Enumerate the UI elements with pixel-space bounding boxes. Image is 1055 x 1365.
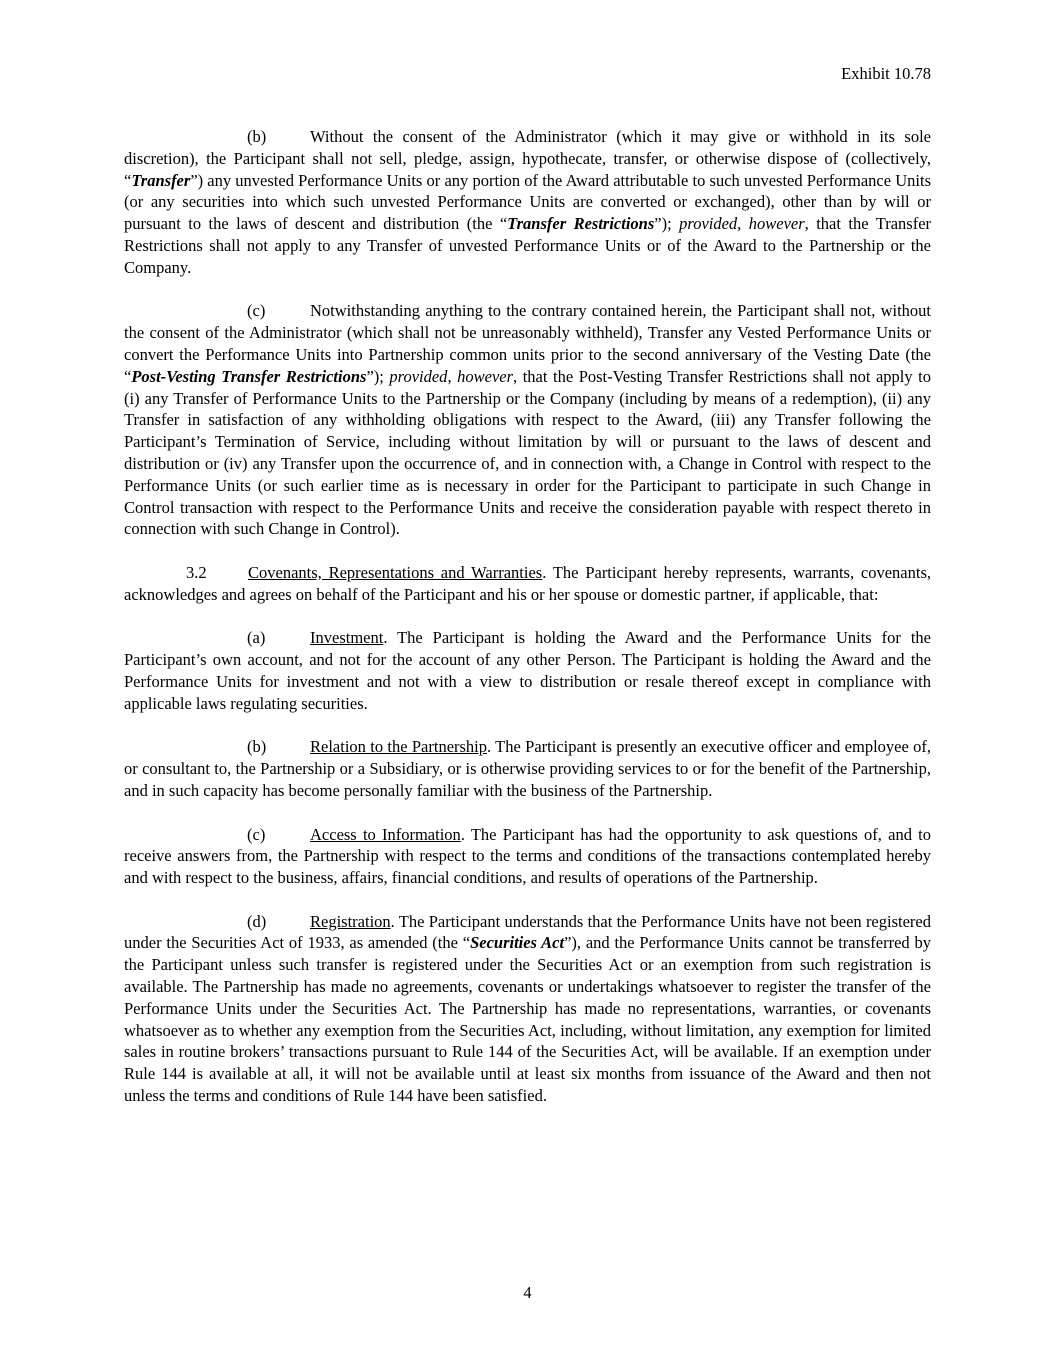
defined-term: Securities Act [470, 933, 565, 953]
paragraph-text: . The Participant is holding the Award and the Performance Units for the Participant’s own account, and not for the account of any other Person. The Participant is holding the Award and the Performance Units for investment and not with a view to distribution or resale thereof except in compliance with applicable laws regulating securities. [124, 628, 931, 713]
paragraph-heading: Registration [310, 911, 391, 931]
defined-term: Transfer [131, 170, 191, 190]
paragraph-label: (c) [247, 824, 266, 844]
paragraph-text: ”); [654, 214, 680, 234]
paragraph-text: . The Participant is presently an executive officer and employee of, or consultant to, the Partnership or a Subsidiary, or is otherwise providing services to or for the benefit of the Partnership, and in such capacity has become personally familiar with the business of the Partnership. [124, 737, 931, 800]
paragraph-heading: Access to Information [310, 824, 461, 844]
paragraph-heading: Relation to the Partnership [310, 737, 488, 757]
paragraph-text: ”) any unvested Performance Units or any portion of the Award attributable to such unvested Performance Units (or any securities into which such unvested Performance Units are converted or exchanged), other than by will or pursuant to the laws of descent and distribution (the “ [124, 170, 931, 234]
paragraph-text: Notwithstanding anything to the contrary contained herein, the Participant shall not, without the consent of the Administrator (which shall not be unreasonably withheld), Transfer any Vested Performance Units or convert the Performance Units into Partnership common units prior to the second anniversary of the Vesting Date (the “ [124, 301, 931, 386]
paragraph-label: (a) [247, 628, 266, 648]
paragraph-c-post-vesting [124, 300, 931, 540]
document-body [124, 126, 931, 1129]
paragraph-text: , that the Post-Vesting Transfer Restrictions shall not apply to (i) any Transfer of Performance Units to the Partnership or the Company (including by means of a redemption), (ii) any Transfer in satisfaction of any withholding obligations with respect to the Award, (iii) any Transfer following the Participant’s Termination of Service, including without limitation by will or pursuant to the laws of descent and distribution or (iv) any Transfer upon the occurrence of, and in connection with, a Change in Control with respect to the Performance Units (or such earlier time as is necessary in order for the Participant to participate in such Change in Control transaction with respect to the Performance Units and receive the consideration payable with respect thereto in connection with such Change in Control). [124, 366, 932, 539]
proviso-text: provided, however [679, 214, 805, 234]
paragraph-label: (d) [247, 911, 267, 931]
paragraph-text: ”), and the Performance Units cannot be transferred by the Participant unless such transfer is registered under the Securities Act or an exemption from such registration is available. The Partnership has made no agreements, covenants or undertakings whatsoever to register the transfer of the Performance Units under the Securities Act. The Partnership has made no representations, warranties, or covenants whatsoever as to whether any exemption from the Securities Act, including, without limitation, any exemption for limited sales in routine brokers’ transactions pursuant to Rule 144 of the Securities Act, will be available. If an exemption under Rule 144 is available at all, it will not be available until at least six months from issuance of the Award and then not unless the terms and conditions of Rule 144 have been satisfied. [124, 933, 931, 1106]
defined-term: Transfer Restrictions [507, 214, 655, 234]
page-number: 4 [523, 1283, 532, 1302]
proviso-text: provided [389, 366, 448, 386]
paragraph-text: . The Participant hereby represents, warrants, covenants, acknowledges and agrees on behalf of the Participant and his or her spouse or domestic partner, if applicable, that: [124, 562, 931, 604]
paragraph-label: (c) [247, 301, 266, 321]
paragraph-text: ”); [366, 366, 390, 386]
paragraph-label: (b) [247, 737, 267, 757]
paragraph-text: Without the consent of the Administrator (which it may give or withhold in its sole discretion), the Participant shall not sell, pledge, assign, hypothecate, transfer, or otherwise dispose of (collectively, “ [124, 127, 931, 190]
section-3-2-covenants [124, 562, 931, 606]
paragraph-d-registration [124, 911, 931, 1107]
paragraph-text: . The Participant understands that the Performance Units have not been registered under the Securities Act of 1933, as amended (the “ [124, 911, 931, 953]
exhibit-label: Exhibit 10.78 [841, 64, 931, 83]
paragraph-a-investment [124, 627, 931, 714]
paragraph-text: , [447, 366, 458, 386]
paragraph-b-relation [124, 736, 931, 801]
paragraph-text: , that the Transfer Restrictions shall not apply to any Transfer of unvested Performance Units or of the Award to the Partnership or the Company. [124, 214, 932, 277]
paragraph-c-access [124, 824, 931, 889]
section-heading: Covenants, Representations and Warranties [248, 562, 543, 582]
section-number: 3.2 [186, 562, 207, 582]
proviso-text: however [457, 366, 514, 386]
paragraph-text: . The Participant has had the opportunity to ask questions of, and to receive answers from, the Partnership with respect to the terms and conditions of the transactions contemplated hereby and with respect to the business, affairs, financial conditions, and results of operations of the Partnership. [124, 824, 932, 888]
paragraph-label: (b) [247, 127, 267, 146]
defined-term: Post-Vesting Transfer Restrictions [131, 366, 367, 386]
paragraph-b-transfer-restrictions [124, 126, 931, 279]
paragraph-heading: Investment [310, 628, 384, 648]
